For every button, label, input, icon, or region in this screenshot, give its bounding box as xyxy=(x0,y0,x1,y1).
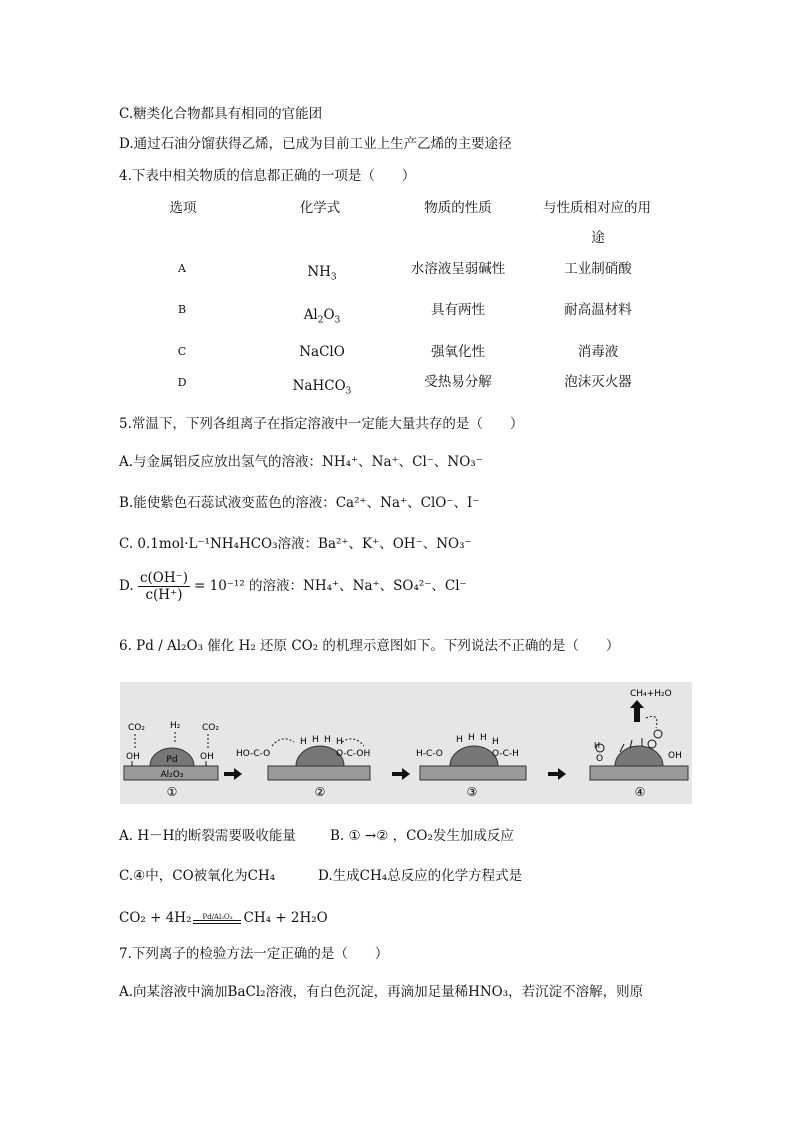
stage-label-1: ① xyxy=(166,785,178,799)
stage-3 xyxy=(416,733,526,799)
stage-label-3: ③ xyxy=(466,785,478,799)
q7-stem: 7.下列离子的检验方法一定正确的是（ ） xyxy=(119,946,389,962)
oh-label: OH xyxy=(668,751,682,761)
table-cell-formula-a: $NH_3$ xyxy=(307,264,337,283)
q6-option-a: A. H－H的断裂需要吸收能量 xyxy=(119,828,296,844)
table-cell-formula-c: NaClO xyxy=(299,344,345,360)
oh-right-label: OH xyxy=(200,752,214,762)
stage-label-4: ④ xyxy=(634,785,646,799)
h2-label: H₂ xyxy=(170,721,181,731)
h-atom: H xyxy=(468,733,475,743)
co2-left-label: CO₂ xyxy=(128,723,145,733)
stage-label-2: ② xyxy=(314,785,326,799)
q6-option-d: D.生成CH₄总反应的化学方程式是 xyxy=(318,868,523,884)
table-cell-use-b: 耐高温材料 xyxy=(564,302,632,318)
formyl-right-label: O-C-H xyxy=(492,749,519,759)
table-header-option: 选项 xyxy=(169,200,197,216)
h-atom: H xyxy=(312,735,319,745)
stage-4 xyxy=(590,689,688,799)
table-header-formula: 化学式 xyxy=(299,200,341,216)
arrow-icon xyxy=(548,768,566,780)
oh-left-label: OH xyxy=(126,752,140,762)
product-label: CH₄+H₂O xyxy=(630,689,672,699)
h-atom: H xyxy=(300,737,307,747)
q5-stem: 5.常温下，下列各组离子在指定溶液中一定能大量共存的是（ ） xyxy=(119,416,524,432)
arrow-icon xyxy=(392,768,410,780)
table-cell-use-d: 泡沫灭火器 xyxy=(564,374,632,390)
h-atom: H xyxy=(594,741,601,750)
table-cell-option-b: B xyxy=(177,303,187,316)
table-cell-formula-b: $Al_2O_3$ xyxy=(303,307,341,326)
table-header-use: 与性质相对应的用 xyxy=(543,200,651,216)
q5-option-a: A.与金属铝反应放出氢气的溶液：NH₄⁺、Na⁺、Cl⁻、NO₃⁻ xyxy=(119,454,483,470)
q6-equation: CO₂ + 4H₂ Pd/Al₂O₃ CH₄ + 2H₂O xyxy=(119,908,328,929)
table-cell-formula-d: NaHCO$_3$ xyxy=(292,378,352,397)
q3-option-d: D.通过石油分馏获得乙烯，已成为目前工业上生产乙烯的主要途径 xyxy=(119,136,512,152)
reaction-condition: Pd/Al₂O₃ xyxy=(193,909,241,929)
q4-stem: 4.下表中相关物质的信息都正确的一项是（ ） xyxy=(119,168,416,184)
table-cell-property-c: 强氧化性 xyxy=(431,344,485,360)
table-cell-use-c: 消毒液 xyxy=(577,344,619,360)
up-arrow-icon xyxy=(630,700,644,722)
q5-option-c: C. 0.1mol·L⁻¹NH₄HCO₃溶液：Ba²⁺、K⁺、OH⁻、NO₃⁻ xyxy=(119,536,472,552)
table-cell-option-d: D xyxy=(177,376,187,389)
table-cell-use-a: 工业制硝酸 xyxy=(564,261,632,277)
o-atom: O xyxy=(596,754,604,764)
h-atom: H xyxy=(324,735,331,745)
ratio-fraction: $\frac{c(OH^-)}{c(H^+)}$ xyxy=(139,570,188,603)
arrow-icon xyxy=(224,768,242,780)
q7-option-a: A.向某溶液中滴加BaCl₂溶液，有白色沉淀，再滴加足量稀HNO₃，若沉淀不溶解，则原 xyxy=(119,984,644,1000)
stage-1 xyxy=(124,721,219,799)
formyl-left-label: H-C-O xyxy=(416,749,443,759)
table-cell-option-c: C xyxy=(177,345,187,358)
mechanism-figure xyxy=(120,682,692,804)
al2o3-label: Al₂O₃ xyxy=(160,770,184,780)
h-atom: H xyxy=(480,733,487,743)
table-cell-property-a: 水溶液呈弱碱性 xyxy=(410,261,506,277)
formate-right-label: O-C-OH xyxy=(336,749,371,759)
mechanism-diagram xyxy=(120,682,692,804)
table-header-use-wrap: 途 xyxy=(591,230,605,246)
stage-2 xyxy=(236,735,370,799)
formate-left-label: HO-C-O xyxy=(236,749,271,759)
table-header-property: 物质的性质 xyxy=(424,200,492,216)
table-cell-property-b: 具有两性 xyxy=(431,302,485,318)
q5-option-b: B.能使紫色石蕊试液变蓝色的溶液：Ca²⁺、Na⁺、ClO⁻、I⁻ xyxy=(119,495,480,511)
h-atom: H xyxy=(336,737,343,747)
q6-stem: 6. Pd / Al₂O₃ 催化 H₂ 还原 CO₂ 的机理示意图如下。下列说法不正确的是（ ） xyxy=(119,638,620,654)
co2-right-label: CO₂ xyxy=(202,723,219,733)
pd-label: Pd xyxy=(166,755,178,765)
q6-option-b: B. ① →② ，CO₂发生加成反应 xyxy=(330,828,514,844)
h-atom: H xyxy=(456,735,463,745)
table-cell-property-d: 受热易分解 xyxy=(424,374,492,390)
q6-option-c: C.④中，CO被氧化为CH₄ xyxy=(119,868,276,884)
table-cell-option-a: A xyxy=(178,262,186,275)
q3-option-c: C.糖类化合物都具有相同的官能团 xyxy=(119,106,323,122)
h-atom: H xyxy=(492,737,499,747)
q5-option-d: D. $\frac{c(OH^-)}{c(H^+)}$ = 10⁻¹² 的溶液：NH₄⁺、Na⁺、SO₄²⁻、Cl⁻ xyxy=(119,570,467,603)
